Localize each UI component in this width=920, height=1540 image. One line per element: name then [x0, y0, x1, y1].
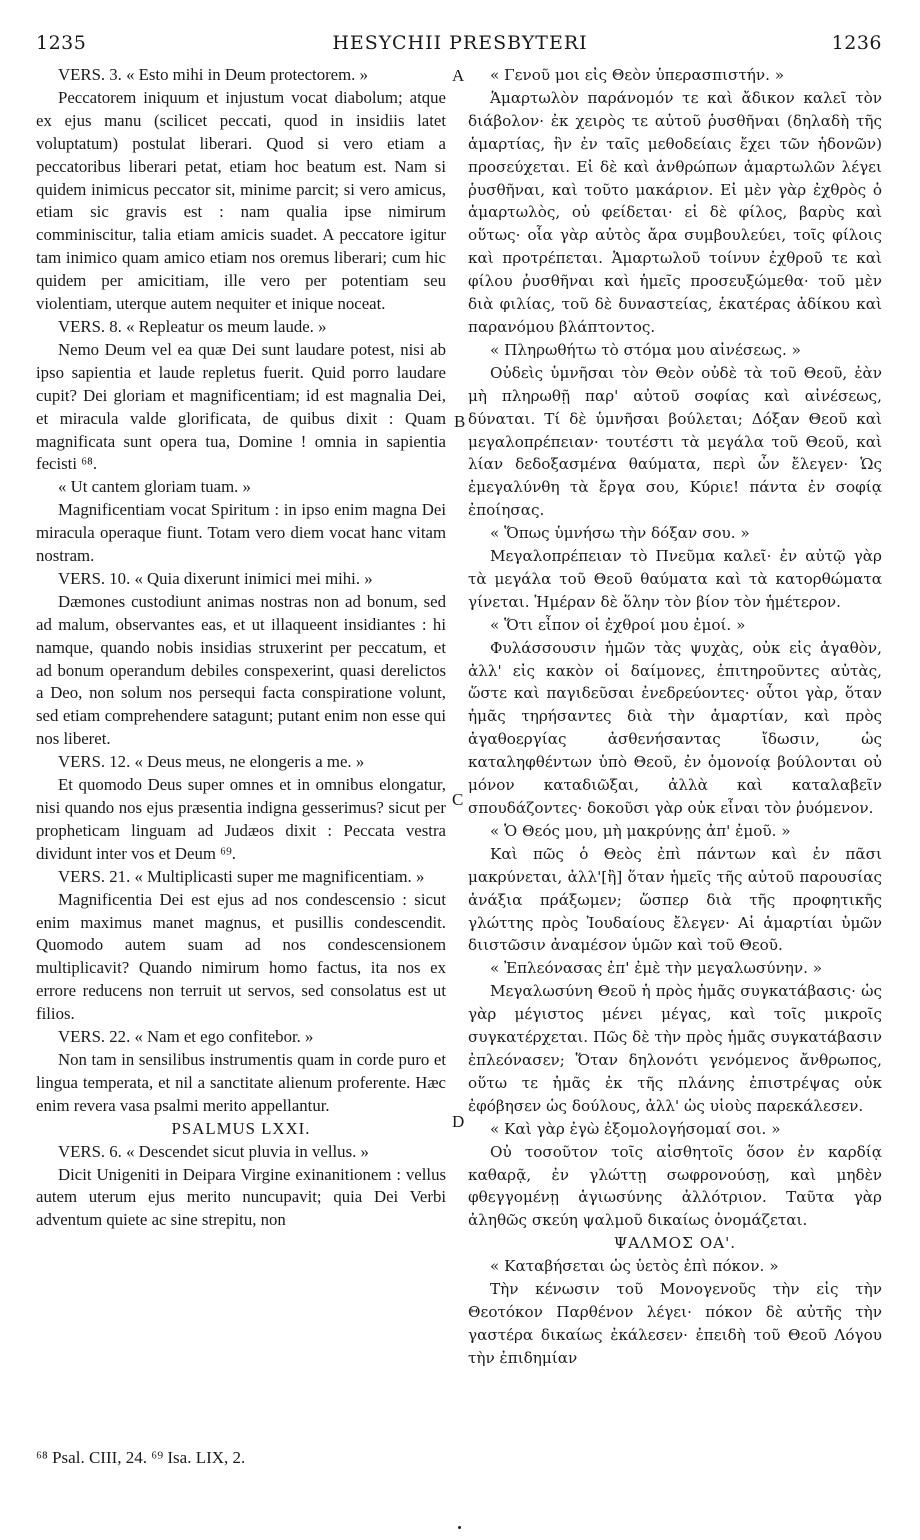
greek-p-5: Μεγαλοπρέπειαν τὸ Πνεῦμα καλεῖ· ἐν αὐτῷ γὰρ τὰ μεγάλα τοῦ Θεοῦ θαύματα καὶ τὰ κατορθώματα γίνεται. Ἡμέραν δὲ ὅλην τὸν βίον τὸν ἡμέτερον.: [468, 547, 882, 611]
latin-title-14: PSALMUS LXXI.: [171, 1118, 311, 1138]
margin-marker-b: B: [454, 412, 466, 431]
page-number-left: 1235: [36, 32, 87, 54]
latin-p-1: Peccatorem iniquum et injustum vocat diabolum; atque ex ejus manu (scilicet peccati, quod in insidiis latet voluptatum) postulat liberari. Quod si vero etiam a peccatoribus liberari petat, etiam hoc beatum est. Nam si quidem inimicus peccator sit, minime parcit; si vero amicus, etiam sic gravis est : nam qualia ipse nimirum comminiscitur, talia etiam amicis suadet. A peccatore igitur tam inimico quam amico etiam nos oremus liberari; cum hic quidem per amicitiam, ille vero per potentiam seu violentiam, uterque autem nequiter et inique noceat.: [36, 87, 446, 314]
greek-vers-12: « Καὶ γὰρ ἐγὼ ἐξομολογήσομαί σοι. »: [490, 1119, 781, 1138]
greek-vers-0: « Γενοῦ μοι εἰς Θεὸν ὑπερασπιστήν. »: [490, 66, 785, 84]
latin-vers-2: VERS. 8. « Repleatur os meum laude. »: [58, 316, 327, 336]
margin-marker-a: A: [452, 66, 465, 85]
latin-vers-15: VERS. 6. « Descendet sicut pluvia in vellus. »: [58, 1141, 369, 1161]
greek-p-9: Καὶ πῶς ὁ Θεὸς ἐπὶ πάντων καὶ ἐν πᾶσι μακρύνεται, ἀλλ'[ἢ] ὅταν ἡμεῖς τῆς αὐτοῦ παρουσίας ἀνάξια πράξωμεν; ὥσπερ διὰ τῆς προφητικῆς γλώττης πρὸς Ἰουδαίους ἔλεγεν· Αἱ ἁμαρτίαι ὑμῶν διιστῶσιν ἀναμέσον ὑμῶν καὶ τοῦ Θεοῦ.: [468, 844, 882, 955]
margin-marker-d: D: [452, 1112, 465, 1131]
greek-vers-4: « Ὅπως ὑμνήσω τὴν δόξαν σου. »: [490, 524, 750, 543]
latin-p-11: Magnificentia Dei est ejus ad nos condescensio : sicut enim maximus manet magnus, et pusillis condescendit. Quomodo autem suam ad nos condescensionem multiplicavit? Quando nimirum homo factus, ita nos ex errore reducens non terruit ut servos, sed consolatus est ut filios.: [36, 889, 446, 1024]
latin-vers-0: VERS. 3. « Esto mihi in Deum protectorem. »: [58, 65, 368, 84]
latin-vers-8: VERS. 12. « Deus meus, ne elongeris a me. »: [58, 752, 365, 772]
latin-vers-10: VERS. 21. « Multiplicasti super me magnificentiam. »: [58, 866, 425, 886]
greek-p-1: Ἁμαρτωλὸν παράνομόν τε καὶ ἄδικον καλεῖ τὸν διάβολον· ἐκ χειρὸς τε αὐτοῦ ῥυσθῆναι (δηλαδὴ τῆς ἁμαρτίας, ἣν ἐν ταῖς μεθοδείαις ἔχει τῶν ἡδονῶν) προσεύχεται. Εἰ δὲ καὶ ἀνθρώπων ἁμαρτωλῶν λέγει ῥυσθῆναι, καὶ τοῦτο μακάριον. Εἰ μὲν γὰρ ἐχθρὸς ὁ ἁμαρτωλὸς, οὐ φείδεται· εἰ δὲ φίλος, βαρὺς καὶ οὕτως· οἷα γὰρ αὐτὸς ἄρα συμβουλεύει, τοῖς φίλοις καὶ προτρέπεται. Ἁμαρτωλοῦ τοίνυν ἐχθροῦ τε καὶ φίλου ῥυσθῆναι καὶ ἡμεῖς προσευξώμεθα· τοῦ μὲν διὰ φιλίας, τοῦ δὲ δυναστείας, ἑκατέρας ἀδίκου καὶ παρανόμου βλάπτοντος.: [468, 88, 882, 336]
greek-p-16: Τὴν κένωσιν τοῦ Μονογενοῦς τὴν εἰς τὴν Θεοτόκον Παρθένον λέγει· πόκον δὲ αὐτῆς τὴν γαστέρα δικαίως ἐκάλεσεν· ἐπειδὴ τοῦ Θεοῦ Λόγου τὴν ἐπιδημίαν: [468, 1280, 882, 1367]
greek-vers-6: « Ὅτι εἶπον οἱ ἐχθροί μου ἐμοί. »: [490, 615, 746, 634]
page-number-right: 1236: [831, 32, 882, 54]
page-dot: [458, 1526, 461, 1529]
latin-vers-4: « Ut cantem gloriam tuam. »: [58, 477, 251, 497]
latin-p-13: Non tam in sensilibus instrumentis quam in corde puro et lingua temperata, et nil a sanctitate alienum proferente. Hæc enim revera vasa psalmi merito appellantur.: [36, 1049, 446, 1115]
greek-title-14: ΨΑΛΜΟΣ ΟΑ'.: [613, 1234, 737, 1253]
greek-column: [468, 64, 882, 1370]
greek-vers-10: « Ἐπλεόνασας ἐπ' ἐμὲ τὴν μεγαλωσύνην. »: [490, 959, 823, 978]
latin-column: [36, 64, 446, 1232]
footnotes: ⁶⁸ Psal. CIII, 24. ⁶⁹ Isa. LIX, 2.: [36, 1448, 246, 1467]
latin-p-7: Dæmones custodiunt animas nostras non ad bonum, sed ad malum, observantes eas, et ut illaqueent insidiantes : hi namque, quando nobis insidias struxerint per peccatum, et ad bonum operandum debiles conspexerint, quasi derelictos a Deo, non solum nos persequi facta conspiratione volunt, sed etiam comprehendere satagunt; putant enim non esse qui nos liberet.: [36, 591, 446, 749]
greek-p-11: Μεγαλωσύνη Θεοῦ ἡ πρὸς ἡμᾶς συγκατάβασις· ὡς γὰρ μέγιστος μένει μέγας, καὶ τοῖς μικροῖς συγκατέρχεται. Πῶς δὲ τὴν πρὸς ἡμᾶς συγκατάβασιν ἐπλεόνασεν; Ὅταν δηλονότι γενόμενος ἄνθρωπος, οὕτω τε ἡμᾶς ἐκ τῆς πλάνης ἐπιστρέψας οὐκ ἐφόβησεν ὡς δούλους, ἀλλ' ὡς υἱοὺς παρεκάλεσεν.: [468, 982, 882, 1115]
greek-p-7: Φυλάσσουσιν ἡμῶν τὰς ψυχὰς, οὐκ εἰς ἀγαθὸν, ἀλλ' εἰς κακὸν οἱ δαίμονες, ἐπιτηροῦντες αὐτὰς, ὥστε καὶ παγιδεῦσαι ἐνεδρεύοντες· οὗτοι γὰρ, ὅταν ἡμᾶς τηρήσαντες διὰ τὴν ἁμαρτίαν, καὶ πρὸς ἀγαθοεργίας ἀσθενήσαντας ἴδωσιν, ὡς καταληφθέντων ὑπὸ Θεοῦ, ἐν ὁμονοίᾳ βούλονται οὐ μόνον καταδιῶξαι, ἀλλὰ καὶ καταλαβεῖν σπουδάζοντες· δοκοῦσι γὰρ οὐκ εἶναι τὸν ῥυόμενον.: [468, 638, 882, 817]
greek-vers-8: « Ὁ Θεός μου, μὴ μακρύνῃς ἀπ' ἐμοῦ. »: [490, 821, 791, 840]
margin-marker-c: C: [452, 790, 464, 809]
latin-p-3: Nemo Deum vel ea quæ Dei sunt laudare potest, nisi ab ipso sapientia et laude repletus fuerit. Quid porro laudare cupit? Dei gloriam et magnificentiam; id est magnalia Dei, et miracula valde glorificata, de quibus dixit : Quam magnificata sunt opera tua, Domine ! omnia in sapientia fecisti ⁶⁸.: [36, 339, 446, 474]
running-title: HESYCHII PRESBYTERI: [332, 32, 588, 54]
latin-p-16: Dicit Unigeniti in Deipara Virgine exinanitionem : vellus autem uterum ejus merito nuncupavit; quia Dei Verbi adventum quiete ac sine strepitu, non: [36, 1164, 446, 1230]
latin-p-9: Et quomodo Deus super omnes et in omnibus elongatur, nisi quando nos ejus præsentia indigna gesserimus? sicut per propheticam linguam ad Judæos dixit : Peccata vestra dividunt inter vos et Deum ⁶⁹.: [36, 775, 446, 863]
greek-vers-2: « Πληρωθήτω τὸ στόμα μου αἰνέσεως. »: [490, 340, 801, 359]
greek-p-13: Οὐ τοσοῦτον τοῖς αἰσθητοῖς ὅσον ἐν καρδίᾳ καθαρᾷ, ἐν γλώττῃ σωφρονούσῃ, καὶ μηδὲν φθεγγομένῃ ἁγιωσύνης ἀλλότριον. Ταῦτα γὰρ ἀληθῶς σκεύη ψαλμοῦ δικαίως ὀνομάζεται.: [468, 1142, 882, 1230]
latin-vers-6: VERS. 10. « Quia dixerunt inimici mei mihi. »: [58, 568, 373, 588]
greek-vers-15: « Καταβήσεται ὡς ὑετὸς ἐπὶ πόκον. »: [490, 1257, 779, 1276]
greek-p-3: Οὐδεὶς ὑμνῆσαι τὸν Θεὸν οὐδὲ τὰ τοῦ Θεοῦ, ἐὰν μὴ πληρωθῇ παρ' αὐτοῦ σοφίας καὶ αἰνέσεως, δύναται. Τί δὲ ὑμνῆσαι βούλεται; Δόξαν Θεοῦ καὶ μεγαλοπρέπειαν· τουτέστι τὰ μεγάλα τοῦ Θεοῦ, καὶ λίαν δεδοξασμένα θαύματα, περὶ ὧν ἔλεγεν· Ὡς ἐμεγαλύνθη τὰ ἔργα σου, Κύριε! πάντα ἐν σοφίᾳ ἐποίησας.: [468, 363, 882, 520]
latin-p-5: Magnificentiam vocat Spiritum : in ipso enim magna Dei miracula operaque fiunt. Totam vero diem vocat hanc vitam nostram.: [36, 500, 446, 566]
latin-vers-12: VERS. 22. « Nam et ego confitebor. »: [58, 1027, 314, 1047]
